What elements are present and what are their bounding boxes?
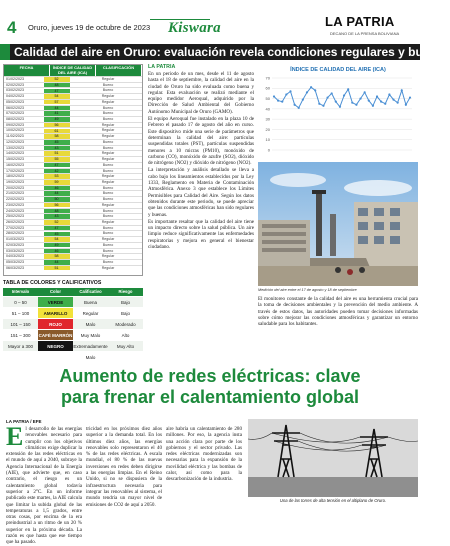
aqi-value: 57 <box>44 100 70 105</box>
aqi-date: 06/02/2023 <box>6 105 24 110</box>
aqi-value-cell <box>39 249 74 254</box>
intro-paragraphs <box>148 71 254 250</box>
chart-point <box>322 105 324 107</box>
aqi-table-row <box>4 196 142 202</box>
aqi-value-cell <box>39 77 74 82</box>
chart-point <box>397 102 399 104</box>
aqi-value-cell <box>39 83 74 88</box>
aqi-class: Bueno <box>102 225 114 230</box>
aqi-value: 54 <box>44 94 70 99</box>
chart-point <box>289 90 291 92</box>
aqi-value-cell <box>39 266 74 271</box>
aqi-date: 24/02/2023 <box>6 208 24 213</box>
aqi-class: Bueno <box>102 208 114 213</box>
legend-rating: Regular <box>73 308 108 318</box>
legend-risk: Alto <box>108 330 143 340</box>
article-intro-column-2 <box>258 296 418 364</box>
aqi-date: 28/02/2023 <box>6 231 24 236</box>
legend-color-name: NEGRO <box>38 341 73 351</box>
aqi-date: 09/02/2023 <box>6 122 24 127</box>
chart-point <box>339 106 341 108</box>
chart-point <box>285 93 287 95</box>
aqi-value-cell <box>39 163 74 168</box>
aqi-date: 05/03/2023 <box>6 260 24 264</box>
aqi-value: 43 <box>44 146 70 151</box>
aqi-table-row <box>4 99 142 105</box>
chart-point <box>364 91 366 93</box>
newspaper-logo-subtitle: DECANO DE LA PRENSA BOLIVIANA <box>330 31 400 36</box>
newspaper-logo: LA PATRIA <box>325 14 395 29</box>
chart-point <box>384 103 386 105</box>
aqi-value: 58 <box>44 254 70 259</box>
aqi-table-row <box>4 265 142 271</box>
legend-header-rating: Calificativo <box>79 289 102 294</box>
aqi-date: 26/02/2023 <box>6 219 24 224</box>
aqi-value: 54 <box>44 237 70 242</box>
aqi-table-row <box>4 93 142 99</box>
aqi-class: Regular <box>101 254 115 259</box>
aqi-value-cell <box>39 151 74 156</box>
chart-point <box>376 95 378 97</box>
aqi-table-row <box>4 87 142 93</box>
aqi-value-cell <box>39 123 74 128</box>
aqi-value: 43 <box>44 214 70 219</box>
chart-point <box>318 103 320 105</box>
chart-y-tick-label: 40 <box>265 106 270 112</box>
chart-point <box>335 101 337 103</box>
chart-point <box>409 96 411 98</box>
legend-risk: Bajo <box>108 297 143 307</box>
aqi-date: 07/02/2023 <box>6 111 24 116</box>
aqi-class: Bueno <box>102 82 114 87</box>
chart-y-tick-label: 10 <box>265 137 270 143</box>
intro-paragraph: El monitoreo constante de la calidad del aire es una herramienta crucial para la toma de decisiones ambientales y la prevención del medio ambiente. A través de estos datos, las autoridades pueden tomar decisiones informadas sobre cómo mejorar las condiciones atmosféricas y garantizar un entorno saludable para los habitantes. <box>258 296 418 328</box>
aqi-date: 02/02/2023 <box>6 82 24 87</box>
article-column-2-text: tricidad en los próximos diez años superior a la demanda total. En los últimos diez años, las energías renovables solo representaron el 40 % de las redes eléctricas. A escala mundial, el 80 % de las nuevas inversiones en redes deben dirigirse a las energías limpias. En el Reino Unido, si no se dispusiera de la infraestructura necesaria para integrar las renovables al sistema, el mundo tendría un mayor nivel de emisiones de CO2 de aquí a 2050. <box>86 426 162 508</box>
aqi-date: 08/02/2023 <box>6 117 24 122</box>
aqi-value: 51 <box>44 151 70 156</box>
color-legend-table <box>3 280 143 364</box>
power-lines-photo <box>248 419 418 497</box>
chart-point <box>368 100 370 102</box>
legend-row <box>3 329 143 340</box>
chart-point <box>372 105 374 107</box>
legend-row <box>3 340 143 360</box>
aqi-class: Bueno <box>102 231 114 236</box>
aqi-value: 52 <box>44 77 70 82</box>
legend-row <box>3 307 143 318</box>
aqi-value-cell <box>39 186 74 191</box>
aqi-value: 50 <box>44 197 70 202</box>
aqi-class: Regular <box>101 99 115 104</box>
aqi-class: Regular <box>101 179 115 184</box>
dateline: Oruro, jueves 19 de octubre de 2023 <box>28 23 151 32</box>
aqi-class: Bueno <box>102 242 114 247</box>
aqi-date: 20/02/2023 <box>6 185 24 190</box>
aqi-table <box>3 64 143 276</box>
chart-y-tick-label: 70 <box>265 75 270 81</box>
article-column-2 <box>86 426 162 534</box>
chart-y-tick-label: 60 <box>265 85 270 91</box>
aqi-date: 21/02/2023 <box>6 191 24 196</box>
aqi-table-header <box>4 65 142 76</box>
aqi-date: 10/02/2023 <box>6 128 24 133</box>
aqi-table-row <box>4 225 142 231</box>
chart-canvas <box>258 74 418 158</box>
aqi-date: 01/02/2023 <box>6 77 24 81</box>
article-byline: LA PATRIA / EFE <box>6 419 42 424</box>
intro-paragraph: La interpretación y análisis detallado se lleva a cabo bajo los lineamientos establecidos por la Ley 1333, Reglamento en Materia de Contaminación Atmosférica. Anexo 3 que establece los Límites Permisibles para Calidad del Aire. Según los datos obtenidos durante este periodo, se puede apreciar que las condiciones atmosféricas han sido regulares y buenas. <box>148 167 254 218</box>
aqi-class: Bueno <box>102 214 114 219</box>
aqi-value-cell <box>39 157 74 162</box>
aqi-value-cell <box>39 226 74 231</box>
legend-header-interval: Intervalo <box>11 289 30 294</box>
aqi-class: Bueno <box>102 185 114 190</box>
legend-interval: 0 – 50 <box>3 297 38 307</box>
aqi-date: 01/03/2023 <box>6 237 24 242</box>
chart-y-tick-label: 30 <box>265 116 270 122</box>
chart-point <box>347 88 349 90</box>
aqi-value-cell <box>39 237 74 242</box>
city-photo <box>258 162 418 286</box>
legend-rating: Extremadamente Malo <box>73 341 108 351</box>
aqi-class: Bueno <box>102 168 114 173</box>
aqi-table-row <box>4 110 142 116</box>
aqi-table-row <box>4 242 142 248</box>
aqi-table-row <box>4 259 142 265</box>
chart-point <box>355 104 357 106</box>
aqi-table-row <box>4 179 142 185</box>
chart-point <box>331 92 333 94</box>
chart-point <box>388 93 390 95</box>
legend-risk: Bajo <box>108 308 143 318</box>
chart-point <box>401 89 403 91</box>
aqi-table-row <box>4 162 142 168</box>
aqi-class: Regular <box>101 94 115 99</box>
page-number: 4 <box>7 18 17 37</box>
aqi-class: Regular <box>101 157 115 162</box>
aqi-header-date: FECHA <box>4 65 50 76</box>
intro-source: LA PATRIA <box>148 64 176 70</box>
article-column-3 <box>166 426 242 534</box>
legend-interval: Mayor a 300 <box>3 341 38 351</box>
aqi-value: 47 <box>44 89 70 94</box>
legend-header-risk: Riesgo <box>118 289 133 294</box>
title-accent-bar <box>0 44 10 60</box>
aqi-date: 05/02/2023 <box>6 99 24 104</box>
aqi-table-row <box>4 76 142 82</box>
aqi-class: Bueno <box>102 162 114 167</box>
aqi-class: Bueno <box>102 191 114 196</box>
aqi-table-row <box>4 185 142 191</box>
intro-paragraph: El equipo Aeroqual fue instalado en la plaza 10 de Febrero el pasado 17 de agosto del año en curso. Este dispositivo mide una serie de parámetros que determinan la calidad del aire: partículas suspendidas totales (PST), partículas suspendidas menores a 10 micras (PM10), monóxido de carbono (CO), monóxido de azufre (SO2), dióxido de nitrógeno (NO2) y dióxido de nitrógeno (NO2). <box>148 116 254 167</box>
story-title: Calidad del aire en Oruro: evaluación revela condiciones regulares y buenas <box>14 45 450 59</box>
legend-color-name: ROJO <box>38 319 73 329</box>
chart-point <box>310 86 312 88</box>
aqi-table-row <box>4 133 142 139</box>
aqi-table-row <box>4 213 142 219</box>
legend-header-color: Color <box>50 289 61 294</box>
aqi-class: Regular <box>101 77 115 81</box>
aqi-table-row <box>4 127 142 133</box>
legend-header <box>3 288 143 296</box>
aqi-class: Bueno <box>102 197 114 202</box>
chart-point <box>314 89 316 91</box>
aqi-table-row <box>4 173 142 179</box>
aqi-value: 51 <box>44 266 70 271</box>
headline-line-2: para frenar el calentamiento global <box>60 387 360 407</box>
aqi-value-cell <box>39 169 74 174</box>
aqi-value-cell <box>39 243 74 248</box>
legend-rating: Muy Malo <box>73 330 108 340</box>
article-column-3-text: aire habría un calentamiento de 280 millones. Por eso, la agencia insta una acción clara por parte de los gobiernos y el sector privado. Las redes eléctricas modernizadas son necesarias para la expansión de la movilidad eléctrica y las bombas de calor, así como para la descarbonización de la industria. <box>166 426 242 483</box>
legend-risk: Moderado <box>108 319 143 329</box>
aqi-value-cell <box>39 197 74 202</box>
aqi-value-cell <box>39 146 74 151</box>
headline-line-1: Aumento de redes eléctricas: clave <box>59 366 361 386</box>
aqi-table-row <box>4 145 142 151</box>
aqi-date: 02/03/2023 <box>6 242 24 247</box>
power-lines-illustration <box>248 419 418 497</box>
aqi-value-cell <box>39 220 74 225</box>
page-header <box>0 0 420 44</box>
aqi-value-cell <box>39 231 74 236</box>
aqi-class: Bueno <box>102 145 114 150</box>
aqi-table-row <box>4 156 142 162</box>
article-intro-column <box>148 64 254 364</box>
legend-rating: Malo <box>73 319 108 329</box>
aqi-table-row <box>4 230 142 236</box>
chart-point <box>306 91 308 93</box>
aqi-date: 06/03/2023 <box>6 265 24 270</box>
aqi-date: 23/02/2023 <box>6 202 24 207</box>
aqi-value: 47 <box>44 226 70 231</box>
aqi-table-row <box>4 150 142 156</box>
aqi-class: Regular <box>101 151 115 156</box>
aqi-value-cell <box>39 100 74 105</box>
legend-body <box>3 296 143 360</box>
chart-point <box>281 101 283 103</box>
chart-point <box>302 99 304 101</box>
aqi-value: 59 <box>44 180 70 185</box>
aqi-value-cell <box>39 209 74 214</box>
aqi-class: Bueno <box>102 105 114 110</box>
aqi-class: Bueno <box>102 260 114 264</box>
aqi-date: 12/02/2023 <box>6 139 24 144</box>
aqi-value-cell <box>39 111 74 116</box>
aqi-class: Bueno <box>102 139 114 144</box>
legend-rating: Buena <box>73 297 108 307</box>
photo-caption: Medición del aire entre el 17 de agosto y 18 de septiembre <box>258 288 357 292</box>
chart-point <box>351 102 353 104</box>
aqi-header-class: CLASIFICACIÓN <box>96 65 142 76</box>
chart-point <box>294 104 296 106</box>
aqi-value: 56 <box>44 123 70 128</box>
aqi-value: 45 <box>44 140 70 145</box>
legend-color-name: AMARILLO <box>38 308 73 318</box>
aqi-class: Regular <box>101 219 115 224</box>
chart-point <box>326 96 328 98</box>
aqi-line-chart <box>258 64 418 158</box>
aqi-date: 27/02/2023 <box>6 225 24 230</box>
aqi-date: 04/03/2023 <box>6 254 24 259</box>
aqi-value: 56 <box>44 203 70 208</box>
aqi-value: 44 <box>44 191 70 196</box>
aqi-value-cell <box>39 260 74 265</box>
aqi-table-row <box>4 253 142 259</box>
aqi-value-cell <box>39 174 74 179</box>
aqi-value: 44 <box>44 260 70 265</box>
aqi-value-cell <box>39 117 74 122</box>
legend-title: TABLA DE COLORES Y CALIFICATIVOS <box>3 280 102 286</box>
aqi-date: 14/02/2023 <box>6 151 24 156</box>
main-headline <box>0 366 420 416</box>
aqi-value: 42 <box>44 169 70 174</box>
article-column-1 <box>6 422 82 546</box>
aqi-class: Bueno <box>102 248 114 253</box>
aqi-date: 19/02/2023 <box>6 179 24 184</box>
aqi-value-cell <box>39 106 74 111</box>
legend-interval: 101 – 150 <box>3 319 38 329</box>
aqi-value: 55 <box>44 157 70 162</box>
aqi-date: 03/02/2023 <box>6 88 24 93</box>
aqi-class: Bueno <box>102 111 114 116</box>
aqi-date: 16/02/2023 <box>6 162 24 167</box>
aqi-class: Bueno <box>102 117 114 122</box>
aqi-table-row <box>4 116 142 122</box>
aqi-table-row <box>4 248 142 254</box>
aqi-class: Regular <box>101 122 115 127</box>
legend-interval: 51 – 100 <box>3 308 38 318</box>
chart-y-tick-label: 20 <box>265 126 270 132</box>
aqi-value: 46 <box>44 249 70 254</box>
aqi-class: Regular <box>101 202 115 207</box>
aqi-class: Regular <box>101 134 115 139</box>
legend-row <box>3 318 143 329</box>
intro-paragraph: Es importante resaltar que la calidad del aire tiene un impacto directo sobre la salud pública. Un aire limpio reduce significativamente las enfermedades respiratorias y mejora en general el bienestar ciudadano. <box>148 218 254 251</box>
aqi-value: 53 <box>44 174 70 179</box>
city-photo-illustration <box>258 162 418 286</box>
aqi-value: 47 <box>44 163 70 168</box>
aqi-value-cell <box>39 203 74 208</box>
aqi-value-cell <box>39 128 74 133</box>
aqi-value-cell <box>39 94 74 99</box>
chart-point <box>380 101 382 103</box>
aqi-value-cell <box>39 134 74 139</box>
aqi-table-row <box>4 82 142 88</box>
aqi-value: 49 <box>44 117 70 122</box>
aqi-date: 22/02/2023 <box>6 197 24 202</box>
aqi-table-row <box>4 208 142 214</box>
aqi-table-row <box>4 202 142 208</box>
aqi-value-cell <box>39 180 74 185</box>
aqi-value-cell <box>39 88 74 93</box>
story-title-band <box>0 44 450 60</box>
legend-interval: 151 – 300 <box>3 330 38 340</box>
chart-y-tick-label: 0 <box>267 147 270 153</box>
aqi-value-cell <box>39 214 74 219</box>
aqi-value: 45 <box>44 232 70 237</box>
aqi-date: 25/02/2023 <box>6 214 24 219</box>
power-lines-caption: Una de las torres de alta tensión en el altiplano de Oruro. <box>279 498 387 503</box>
aqi-value: 52 <box>44 220 70 225</box>
aqi-class: Regular <box>101 174 115 179</box>
aqi-table-row <box>4 139 142 145</box>
aqi-date: 13/02/2023 <box>6 145 24 150</box>
chart-point <box>277 100 279 102</box>
aqi-class: Regular <box>101 265 115 270</box>
aqi-table-row <box>4 105 142 111</box>
aqi-value: 48 <box>44 209 70 214</box>
aqi-date: 15/02/2023 <box>6 157 24 162</box>
aqi-table-row <box>4 236 142 242</box>
aqi-table-body <box>4 76 142 270</box>
chart-point <box>273 95 275 97</box>
aqi-class: Bueno <box>102 88 114 93</box>
chart-point <box>405 104 407 106</box>
aqi-table-row <box>4 219 142 225</box>
aqi-table-row <box>4 168 142 174</box>
aqi-value: 44 <box>44 106 70 111</box>
aqi-value: 41 <box>44 111 70 116</box>
aqi-date: 04/02/2023 <box>6 94 24 99</box>
aqi-table-row <box>4 190 142 196</box>
aqi-date: 17/02/2023 <box>6 168 24 173</box>
aqi-value: 46 <box>44 186 70 191</box>
aqi-date: 03/03/2023 <box>6 248 24 253</box>
aqi-value: 61 <box>44 129 70 134</box>
article-column-1-text: l desarrollo de las energías renovables necesario para cumplir con los objetivos climáticos exige duplicar la extensión de las redes eléctricas en el mundo de aquí a 2040, subraye la Agencia Internacional de la Energía (AIE), que advierte que, en caso contrario, el riesgo es un calentamiento global todavía superior a 2°C. En un informe publicado este martes, la AIE calcula que limitar la subida global de las temperaturas a 1,5 grados, entre otras cosas, por encima de la era preindustrial a un ritmo de un 20 % superior en la próxima década. La razón es que hasta que ese tiempo que ha pasado. <box>6 426 82 546</box>
intro-paragraph: En un periodo de un mes, desde el 11 de agosto hasta el 18 de septiembre, la calidad del aire en la ciudad de Oruro ha sido evaluada como buena y regular. Esta evaluación se realizó mediante el equipo medidor Aeroqual, adquirido por la Dirección de Salud Ambiental del Gobierno Autónomo Municipal de Oruro (GAMO). <box>148 71 254 115</box>
aqi-class: Regular <box>101 237 115 242</box>
legend-row <box>3 296 143 307</box>
aqi-value-cell <box>39 140 74 145</box>
aqi-value-cell <box>39 191 74 196</box>
section-name: Kiswara <box>168 20 221 36</box>
aqi-date: 11/02/2023 <box>6 134 24 139</box>
drop-cap: E <box>6 422 24 451</box>
aqi-value-cell <box>39 254 74 259</box>
chart-point <box>343 94 345 96</box>
chart-point <box>359 97 361 99</box>
chart-y-tick-label: 50 <box>265 95 270 101</box>
legend-color-name: CAFÉ MARRÓN <box>38 330 73 340</box>
aqi-table-row <box>4 122 142 128</box>
legend-color-name: VERDE <box>38 297 73 307</box>
aqi-header-ica: ÍNDICE DE CALIDAD DEL AIRE (ICA) <box>50 65 96 76</box>
aqi-value: 58 <box>44 134 70 139</box>
aqi-date: 18/02/2023 <box>6 174 24 179</box>
chart-title: ÍNDICE DE CALIDAD DEL AIRE (ICA) <box>290 67 386 73</box>
aqi-value: 49 <box>44 243 70 248</box>
chart-point <box>392 99 394 101</box>
chart-point <box>298 107 300 109</box>
legend-risk: Muy Alto <box>108 341 143 351</box>
aqi-value: 48 <box>44 83 70 88</box>
aqi-class: Regular <box>101 128 115 133</box>
